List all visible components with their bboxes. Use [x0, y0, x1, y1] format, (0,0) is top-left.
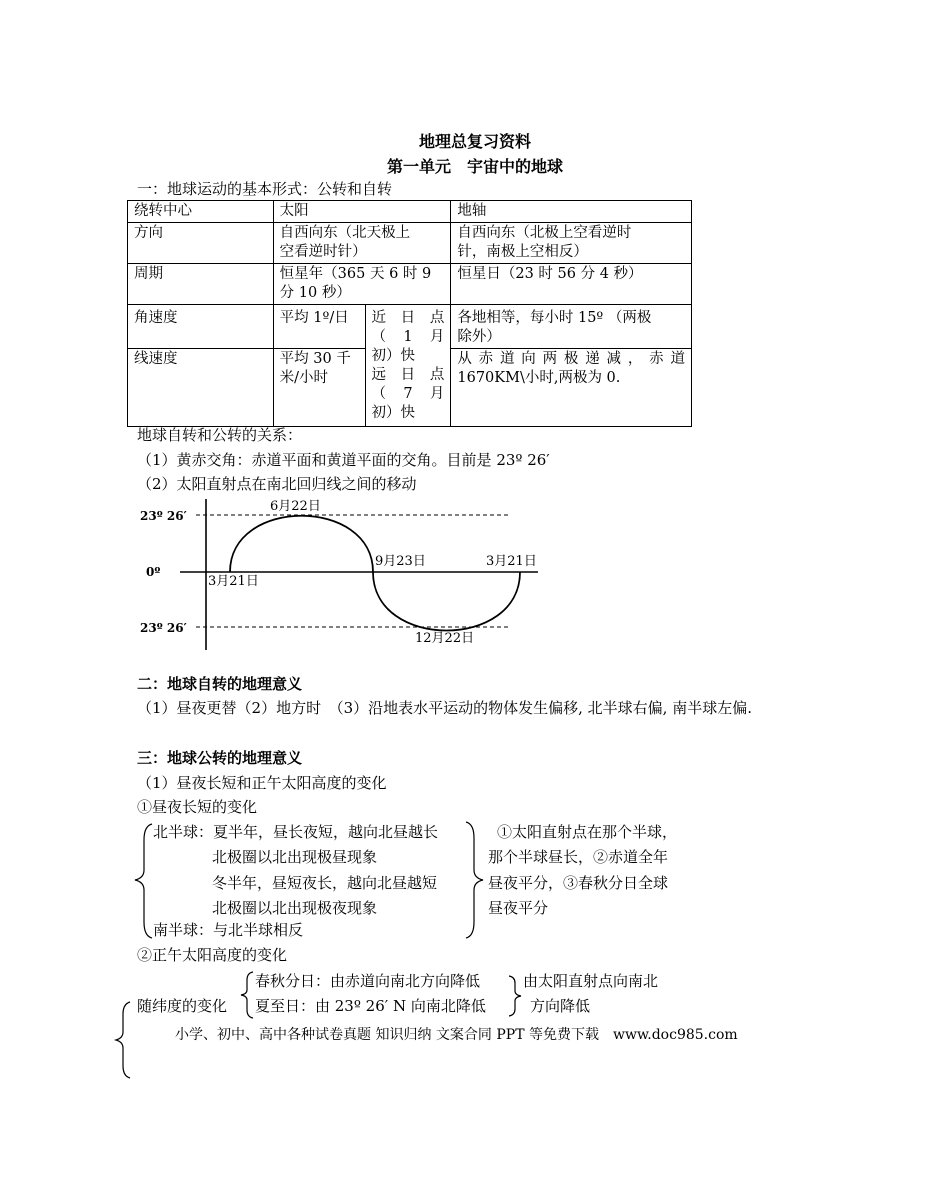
table-header-axis: 地轴	[451, 201, 692, 223]
footer: 小学、初中、高中各种试卷真题 知识归纳 文案合同 PPT 等免费下载 www.doc985.com	[175, 1027, 738, 1043]
note-line-3: 昼夜平分，③春秋分日全球	[488, 874, 669, 892]
cell-line: 远 日 点	[371, 367, 445, 383]
cell-direction-axis	[451, 223, 692, 264]
section-2-body: （1）昼夜更替（2）地方时 （3）沿地表水平运动的物体发生偏移, 北半球右偏, 南半球左偏.	[137, 699, 752, 717]
table-header-center: 绕转中心	[128, 201, 274, 223]
cell-angular-axis	[451, 305, 692, 349]
noon-note-line-1: 由太阳直射点向南北	[523, 972, 659, 990]
date-dec-label: 12月22日	[415, 631, 475, 646]
cell-line: 各地相等，每小时 15º （两极	[457, 310, 652, 326]
cell-line: 自西向东（北极上空看逆时	[457, 225, 632, 241]
earth-motion-table	[127, 200, 692, 427]
large-left-brace	[112, 1000, 134, 1080]
table-header-sun: 太阳	[273, 201, 451, 223]
section-2-heading: 二：地球自转的地理意义	[137, 675, 303, 693]
equinox-line: 春秋分日：由赤道向南北方向降低	[255, 972, 481, 990]
latitude-change-label: 随纬度的变化	[137, 997, 228, 1015]
noon-right-brace	[506, 974, 524, 1018]
right-brace	[462, 820, 488, 942]
row-label-linear-speed: 线速度	[128, 349, 274, 427]
south-line: 南半球：与北半球相反	[153, 921, 304, 939]
date-mar-end-label: 3月21日	[486, 554, 537, 569]
cell-line: 针，南极上空相反）	[457, 244, 588, 260]
north-line-3: 冬半年，昼短夜长，越向北昼越短	[212, 874, 438, 892]
section-1-heading: 一：地球运动的基本形式：公转和自转	[137, 180, 393, 198]
date-sep-label: 9月23日	[375, 554, 426, 569]
lat-top-label: 23º 26′	[140, 509, 187, 523]
relation-item-1: （1）黄赤交角：赤道平面和黄道平面的交角。目前是 23º 26′	[137, 451, 550, 469]
noon-note-line-2: 方向降低	[530, 997, 591, 1015]
solstice-line: 夏至日：由 23º 26′ N 向南北降低	[255, 997, 486, 1015]
date-jun-label: 6月22日	[270, 499, 321, 514]
cell-perihelion-aphelion	[365, 305, 451, 427]
date-mar-start-label: 3月21日	[208, 574, 259, 589]
cell-line: 分 10 秒）	[279, 285, 351, 301]
noon-left-brace	[238, 970, 256, 1020]
row-label-angular-speed: 角速度	[128, 305, 274, 349]
cell-period-axis: 恒星日（23 时 56 分 4 秒）	[451, 264, 692, 305]
north-line-4: 北极圈以北出现极夜现象	[212, 899, 378, 917]
section-3-subheading: （1）昼夜长短和正午太阳高度的变化	[137, 774, 387, 792]
cell-line: （ 7 月	[371, 386, 445, 402]
cell-line: 自西向东（北天极上	[279, 225, 411, 241]
cell-direction-sun	[273, 223, 451, 264]
note-line-4: 昼夜平分	[488, 899, 549, 917]
cell-line: 初）快	[371, 405, 415, 421]
cell-line: 米/小时	[279, 370, 329, 386]
cell-line: 除外）	[457, 329, 501, 345]
north-line-2: 北极圈以北出现极昼现象	[212, 848, 378, 866]
note-line-2: 那个半球昼长，②赤道全年	[488, 848, 669, 866]
relation-item-2: （2）太阳直射点在南北回归线之间的移动	[137, 475, 417, 493]
cell-line: 1670KM\小时,两极为 0.	[457, 370, 621, 386]
sine-curve	[230, 516, 520, 631]
north-line-1: 北半球：夏半年，昼长夜短，越向北昼越长	[153, 823, 439, 841]
cell-angular-sun: 平均 1º/日	[273, 305, 365, 349]
page-title: 地理总复习资料	[418, 132, 531, 151]
cell-linear-axis	[451, 349, 692, 427]
lat-mid-label: 0º	[146, 565, 161, 579]
cell-line: 平均 30 千	[279, 351, 351, 367]
relation-heading: 地球自转和公转的关系：	[137, 426, 303, 444]
row-label-direction: 方向	[128, 223, 274, 264]
subsolar-point-diagram	[130, 492, 560, 657]
cell-line: 恒星年（365 天 6 时 9	[279, 266, 432, 282]
section-3-heading: 三：地球公转的地理意义	[137, 749, 303, 767]
day-length-heading: ①昼夜长短的变化	[137, 798, 258, 816]
cell-line: 空看逆时针）	[279, 244, 367, 260]
lat-bottom-label: 23º 26′	[140, 621, 187, 635]
row-label-period: 周期	[128, 264, 274, 305]
note-line-1: ①太阳直射点在那个半球，	[497, 823, 678, 841]
cell-line: 近 日 点	[371, 310, 445, 326]
cell-line: 初）快	[371, 348, 415, 364]
cell-line: （ 1 月	[371, 329, 445, 345]
cell-linear-sun	[273, 349, 365, 427]
unit-title: 第一单元 宇宙中的地球	[386, 157, 563, 176]
cell-line: 从赤道向两极递减，赤道	[457, 351, 685, 367]
cell-period-sun	[273, 264, 451, 305]
noon-height-heading: ②正午太阳高度的变化	[137, 946, 288, 964]
